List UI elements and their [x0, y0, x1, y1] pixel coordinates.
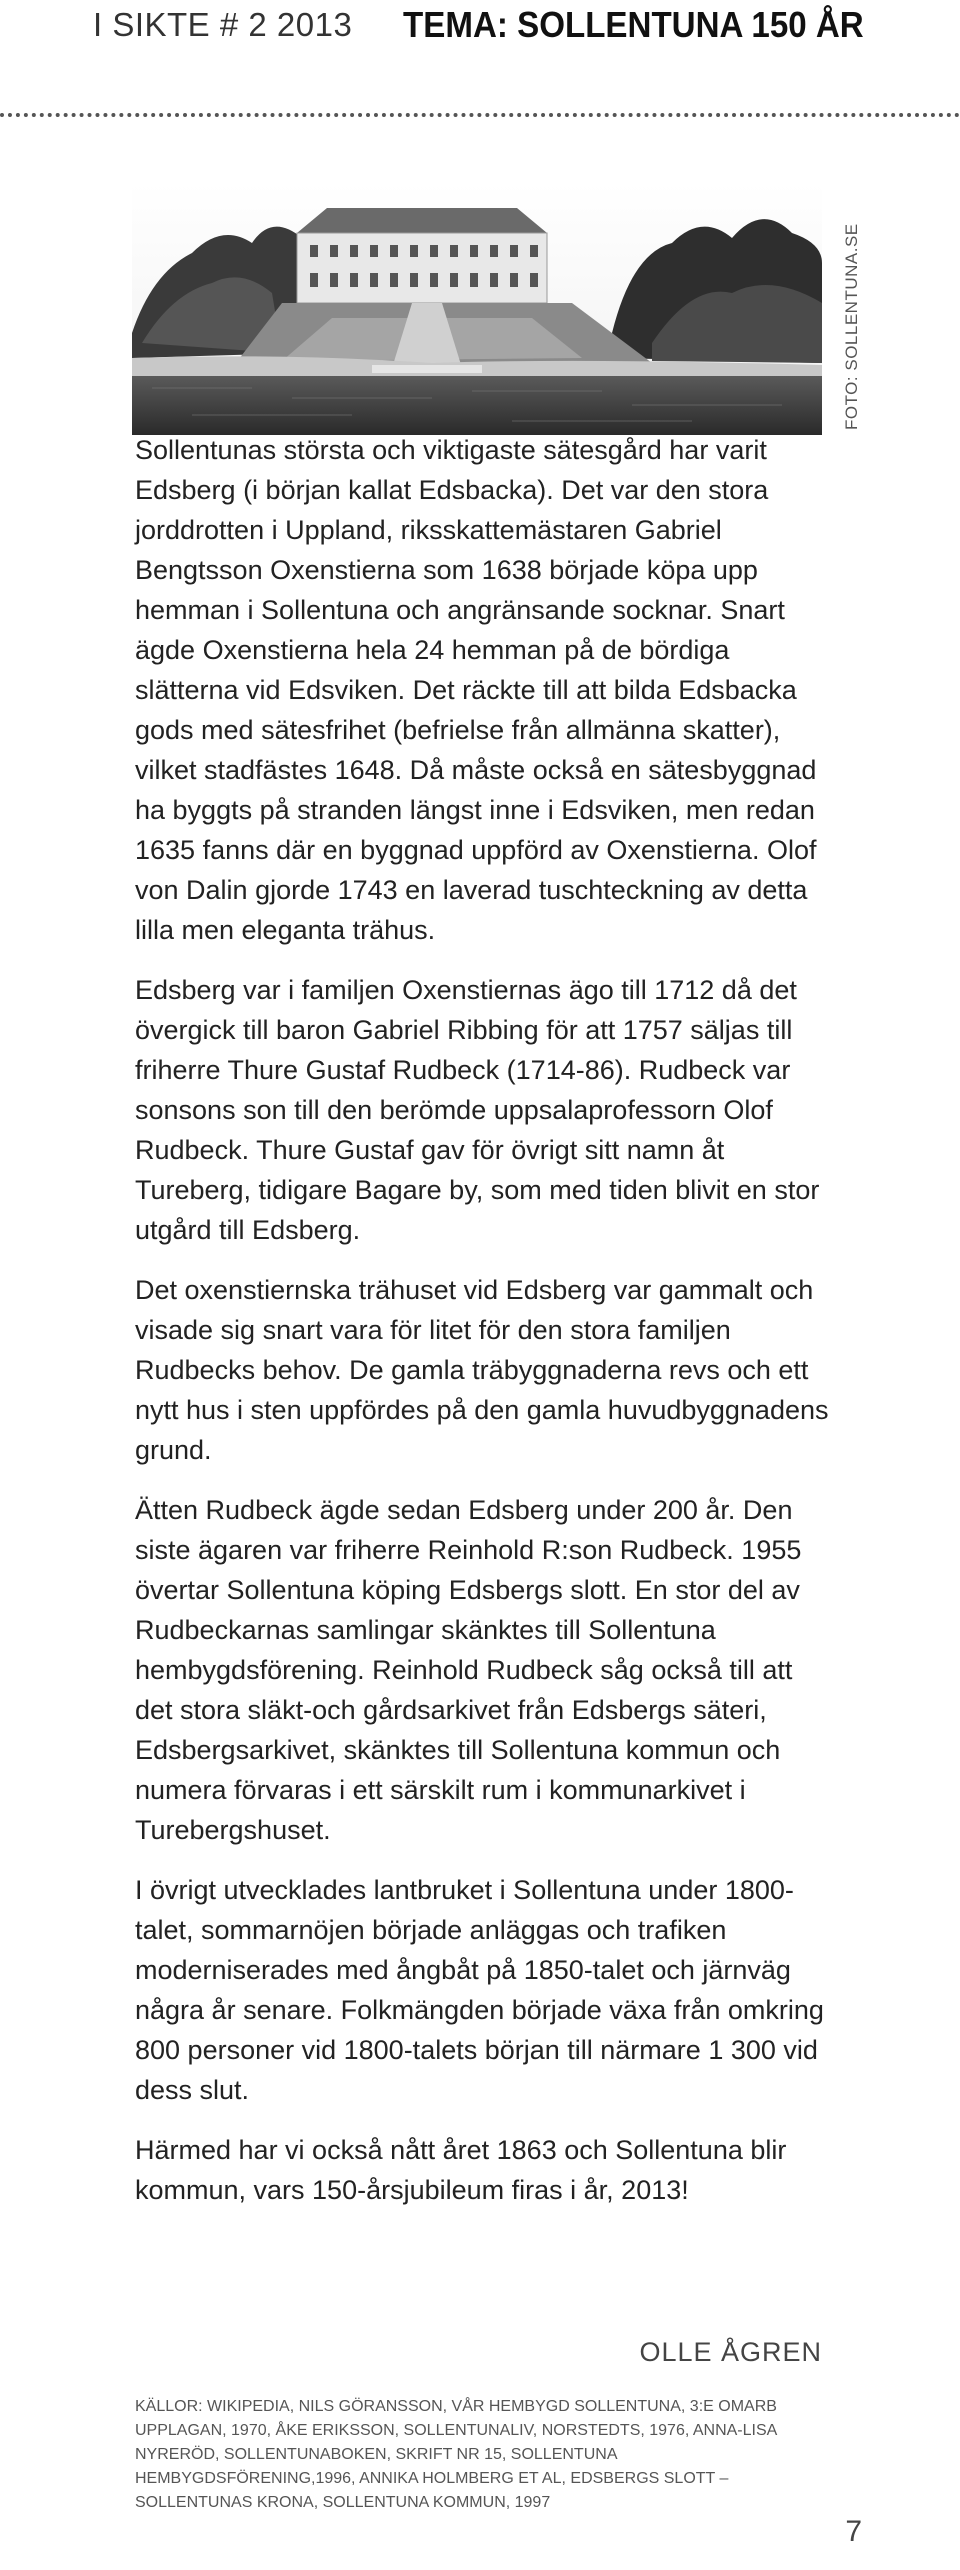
paragraph: I övrigt utvecklades lantbruket i Sollentuna under 1800-talet, sommarnöjen började anläggas och trafiken moderniserades med ångbåt på 1850-talet och järnväg några år senare. Folkmängden började växa från omkring 800 personer vid 1800-talets början till närmare 1 300 vid dess slut. [135, 1875, 824, 2105]
page-header [0, 0, 960, 60]
author-byline: OLLE ÅGREN [639, 2337, 822, 2367]
paragraph: Härmed har vi också nått året 1863 och Sollentuna blir kommun, vars 150-årsjubileum firas i år, 2013! [135, 2135, 787, 2205]
article-body [135, 430, 835, 2230]
theme-title: TEMA: SOLLENTUNA 150 ÅR [403, 4, 864, 45]
dotted-divider [0, 113, 960, 117]
page-number: 7 [845, 2515, 862, 2548]
photo-credit: FOTO: SOLLENTUNA.SE [842, 223, 861, 430]
edsberg-castle-photo [132, 183, 822, 435]
paragraph: Det oxenstiernska trähuset vid Edsberg var gammalt och visade sig snart vara för litet för den stora familjen Rudbecks behov. De gamla träbyggnaderna revs och ett nytt hus i sten uppfördes på den gamla huvudbyggnadens grund. [135, 1275, 829, 1465]
paragraph: Ätten Rudbeck ägde sedan Edsberg under 200 år. Den siste ägaren var friherre Reinhold R:son Rudbeck. 1955 övertar Sollentuna köping Edsbergs slott. En stor del av Rudbeckarnas samlingar skänktes till Sollentuna hembygdsförening. Reinhold Rudbeck såg också till att det stora släkt-och gårdsarkivet från Edsbergs säteri, Edsbergsarkivet, skänktes till Sollentuna kommun och numera förvaras i ett särskilt rum i kommunarkivet i Turebergshuset. [135, 1495, 802, 1845]
paragraph: Sollentunas största och viktigaste sätesgård har varit Edsberg (i början kallat Edsbacka). Det var den stora jorddrotten i Uppland, riksskattemästaren Gabriel Bengtsson Oxenstierna som 1638 började köpa upp hemman i Sollentuna och angränsande socknar. Snart ägde Oxenstierna hela 24 hemman på de bördiga slätterna vid Edsviken. Det räckte till att bilda Edsbacka gods med sätesfrihet (befrielse från allmänna skatter), vilket stadfästes 1648. Då måste också en sätesbyggnad ha byggts på stranden längst inne i Edsviken, men redan 1635 fanns där en byggnad uppförd av Oxenstierna. Olof von Dalin gjorde 1743 en laverad tuschteckning av detta lilla men eleganta trähus. [135, 435, 817, 945]
issue-label: I SIKTE # 2 2013 [93, 6, 353, 43]
sources-list: KÄLLOR: WIKIPEDIA, NILS GÖRANSSON, VÅR HEMBYGD SOLLENTUNA, 3:E OMARB UPPLAGAN, 1970, ÅKE ERIKSSON, SOLLENTUNALIV, NORSTEDTS, 1976, ANNA-LISA NYRERÖD, SOLLENTUNABOKEN, SKRIFT NR 15, SOLLENTUNA HEMBYGDSFÖRENING,1996, ANNIKA HOLMBERG ET AL, EDSBERGS SLOTT – SOLLENTUNAS KRONA, SOLLENTUNA KOMMUN, 1997 [135, 2398, 777, 2511]
paragraph: Edsberg var i familjen Oxenstiernas ägo till 1712 då det övergick till baron Gabriel Ribbing för att 1757 säljas till friherre Thure Gustaf Rudbeck (1714-86). Rudbeck var sonsons son till den berömde uppsalaprofessorn Olof Rudbeck. Thure Gustaf gav för övrigt sitt namn åt Tureberg, tidigare Bagare by, som med tiden blivit en stor utgård till Edsberg. [135, 975, 820, 1245]
